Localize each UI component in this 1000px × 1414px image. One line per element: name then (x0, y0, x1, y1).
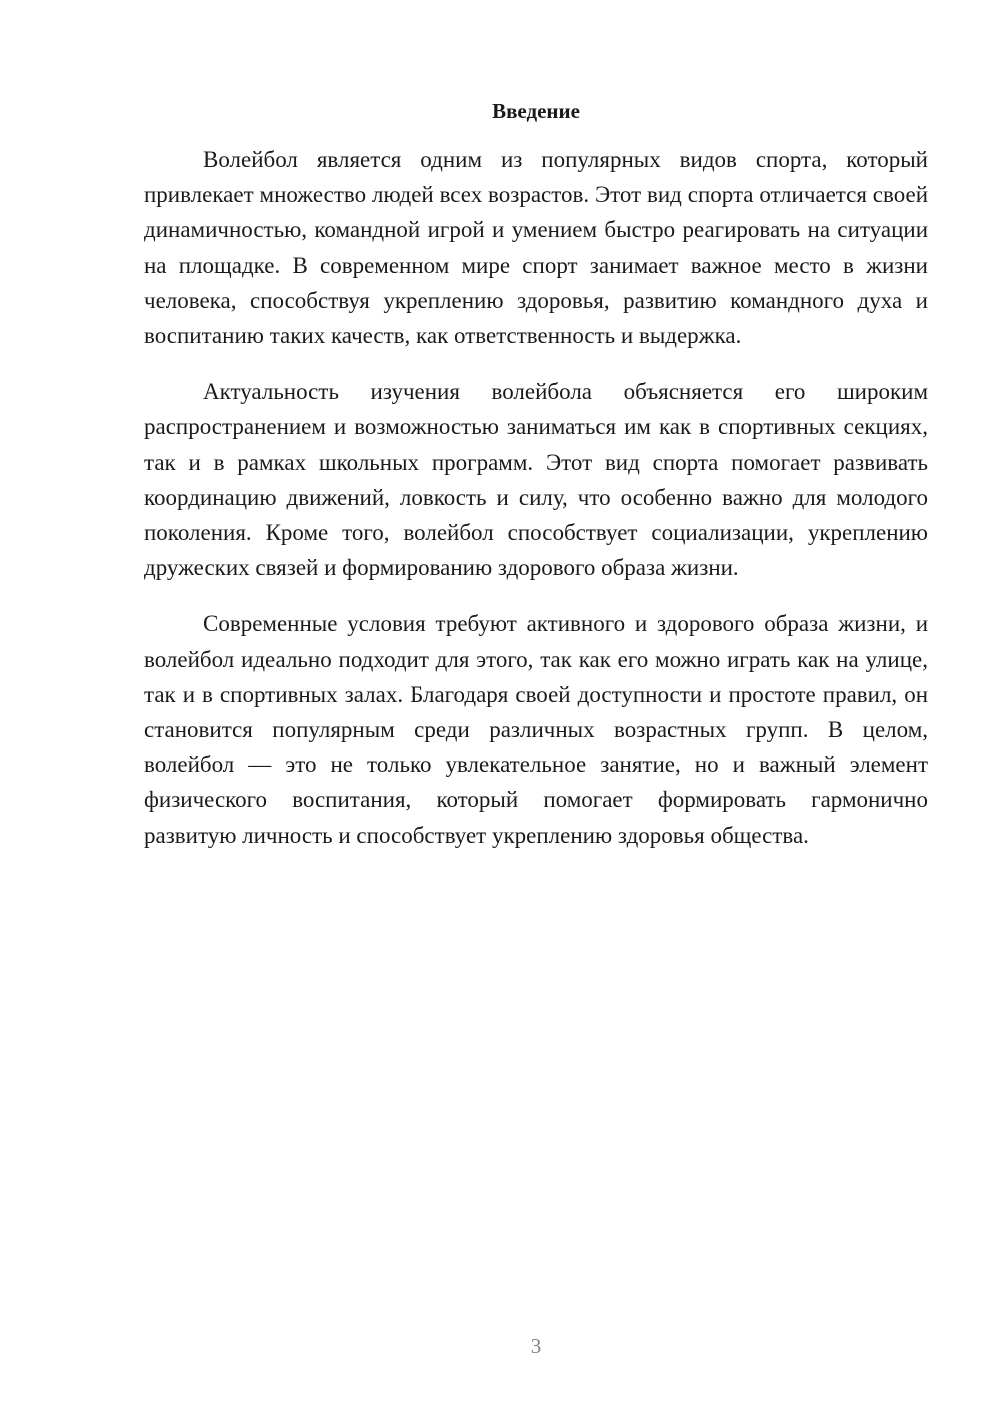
paragraph-1: Волейбол является одним из популярных видов спорта, который привлекает множество людей всех возрастов. Этот вид спорта отличается своей динамичностью, командной игрой и умением быстро реагировать на ситуации на площадке. В современном мире спорт занимает важное место в жизни человека, способствуя укреплению здоровья, развитию командного духа и воспитанию таких качеств, как ответственность и выдержка. (144, 147, 928, 349)
paragraph-2: Актуальность изучения волейбола объясняется его широким распространением и возможностью заниматься им как в спортивных секциях, так и в рамках школьных программ. Этот вид спорта помогает развивать координацию движений, ловкость и силу, что особенно важно для молодого поколения. Кроме того, волейбол способствует социализации, укреплению дружеских связей и формированию здорового образа жизни. (144, 379, 928, 581)
page-number: 3 (530, 1334, 542, 1358)
body-text (144, 142, 928, 874)
section-heading: Введение (492, 99, 580, 123)
paragraph-3: Современные условия требуют активного и здорового образа жизни, и волейбол идеально подходит для этого, так как его можно играть как на улице, так и в спортивных залах. Благодаря своей доступности и простоте правил, он становится популярным среди различных возрастных групп. В целом, волейбол — это не только увлекательное занятие, но и важный элемент физического воспитания, который помогает формировать гармонично развитую личность и способствует укреплению здоровья общества. (144, 611, 928, 848)
